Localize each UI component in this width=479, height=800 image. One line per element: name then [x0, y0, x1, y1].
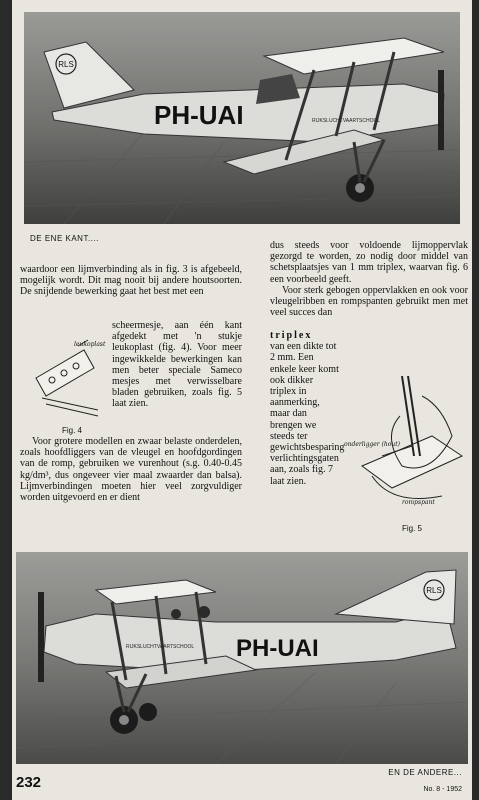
left-paragraph-2: Voor grotere modellen en zwaar belaste onderdelen, zoals hoofdliggers van de vleugel en hoofdgordingen van de romp, gebruiken we vurenhout (s.g. 0.40-0.45 kg/dm³, dus ongeveer vier maal zwaarder dan balsa). Lijmverbindingen moeten hier veel zorgvuldiger worden uitgevoerd en er dient — [20, 436, 242, 504]
left-column — [20, 264, 242, 298]
top-caption: DE ENE KANT.... — [30, 234, 99, 243]
fig5-caption: Fig. 5 — [402, 524, 423, 533]
top-aircraft-photo — [24, 12, 460, 224]
fig5-tag-1: onderligger (hout) — [344, 441, 401, 448]
right-column — [270, 240, 468, 318]
magazine-page — [12, 0, 472, 800]
right-paragraph-2: Voor sterk gebogen oppervlakken en ook voor vleugelribben en rompspanten gebruikt men met veel succes dan — [270, 284, 468, 319]
fig5-tag-2: rompspant — [402, 499, 435, 506]
left-column-wrap — [112, 320, 242, 410]
triplex-word: triplex — [270, 330, 313, 341]
bottom-tail-logo: RLS — [426, 586, 442, 595]
bottom-registration: PH-UAI — [236, 635, 319, 662]
right-paragraph-2-rest: van een dikte tot 2 mm. Een enkele keer komt ook dikker triplex in aanmerking, maar dan brengen we steeds ter gewichtsbesparing verlichtingsgaten aan, zoals fig. 7 laat zien. — [270, 341, 345, 487]
bottom-caption: EN DE ANDERE... — [388, 768, 462, 777]
top-side-text: RIJKSLUCHTVAARTSCHOOL — [312, 118, 381, 124]
fig4-caption: Fig. 4 — [62, 426, 83, 435]
left-column-lower — [20, 436, 242, 503]
left-paragraph-1b: scheermesje, aan één kant afgedekt met 'n stukje leukoplast (fig. 4). Voor meer ingewikkelde bewerkingen kan men beter speciale Sameco mesjes met verwisselbare bladen gebruiken, zoals fig. 5 laat zien. — [112, 320, 242, 410]
fig4-tag: leukoplast — [74, 341, 106, 348]
bottom-side-text: RIJKSLUCHTVAARTSCHOOL — [126, 644, 195, 650]
fig4-illustration — [28, 338, 106, 420]
right-paragraph-1: dus steeds voor voldoende lijmoppervlak gezorgd te worden, zo nodig door middel van schetsplaatsjes van 1 mm triplex, waarvan fig. 6 een voorbeeld geeft. — [270, 240, 468, 285]
left-paragraph-1a: waardoor een lijmverbinding als in fig. 3 is afgebeeld, mogelijk wordt. Dit mag nooit bij andere houtsoorten. De snijdende bewerking gaat het best met een — [20, 264, 242, 298]
top-tail-logo: RLS — [58, 60, 74, 69]
bottom-aircraft-photo — [16, 552, 468, 764]
issue-number: No. 8 - 1952 — [423, 786, 462, 793]
fig5-illustration — [342, 376, 468, 516]
top-registration: PH-UAI — [154, 100, 244, 130]
page-number: 232 — [16, 774, 42, 791]
right-column-wrap — [270, 330, 345, 487]
